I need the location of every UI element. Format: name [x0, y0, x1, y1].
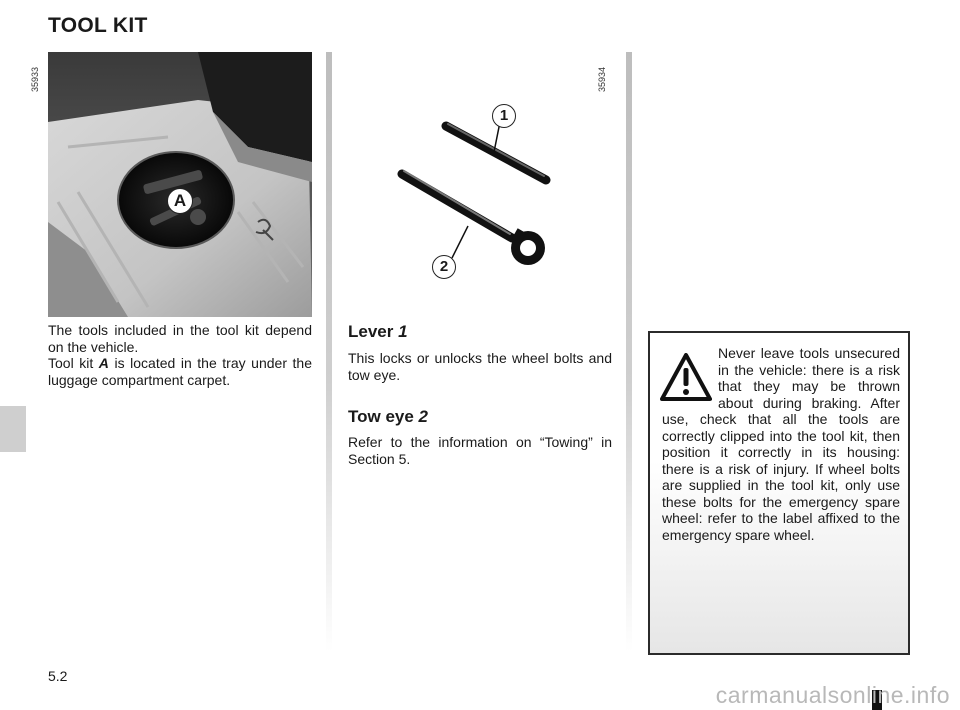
column-divider-left: [326, 52, 332, 652]
callout-1: 1: [492, 104, 516, 128]
lever-heading-label: Lever: [348, 322, 399, 341]
figure-reference-number: 35934: [597, 66, 607, 92]
lever-description: This locks or unlocks the wheel bolts and tow eye.: [348, 350, 612, 383]
warning-icon-spacer: [662, 345, 718, 411]
lever-drawing: [446, 124, 546, 180]
warning-box: [648, 331, 910, 655]
watermark: carmanualsonline.info: [715, 682, 950, 708]
warning-text: [662, 345, 900, 543]
page-title: TOOL KIT: [48, 14, 148, 37]
tool-kit-description: [48, 322, 312, 388]
tow-eye-description: Refer to the information on “Towing” in Section 5.: [348, 434, 612, 467]
lever-heading: [348, 322, 408, 342]
callout-2: 2: [432, 255, 456, 279]
section-tab: [0, 406, 26, 452]
tow-eye-heading: [348, 407, 428, 427]
warning-text-content: Never leave tools unsecured in the vehicle: there is a risk that they may be thrown about during braking. After use, check that all the tools are correctly clipped into the tool kit, then position it correctly in its housing: there is a risk of injury. If wheel bolts are supplied in the tool kit, only use these bolts for the emergency spare wheel: refer to the label affixed to the emergency spare wheel.: [662, 345, 900, 543]
tool-kit-ref: A: [98, 355, 109, 371]
column-divider-right: [626, 52, 632, 652]
lever-and-tow-eye-drawing: [344, 52, 616, 317]
luggage-compartment-illustration: [48, 52, 312, 317]
tool-kit-location-text: is located in the tray under the luggage compartment carpet.: [48, 355, 312, 388]
tool-kit-location-photo: [48, 52, 312, 317]
tool-kit-prefix: Tool kit: [48, 355, 99, 371]
tow-eye-heading-number: 2: [418, 407, 429, 426]
callout-a: A: [167, 188, 193, 214]
page-number: 5.2: [48, 668, 68, 684]
tow-eye-drawing: [402, 171, 545, 265]
lever-heading-number: 1: [398, 322, 408, 341]
tools-illustration: [344, 52, 616, 317]
tow-eye-heading-label: Tow eye: [348, 407, 419, 426]
photo-reference-number: 35933: [30, 66, 40, 92]
tool-kit-depends-text: The tools included in the tool kit depend on the vehicle.: [48, 322, 312, 355]
